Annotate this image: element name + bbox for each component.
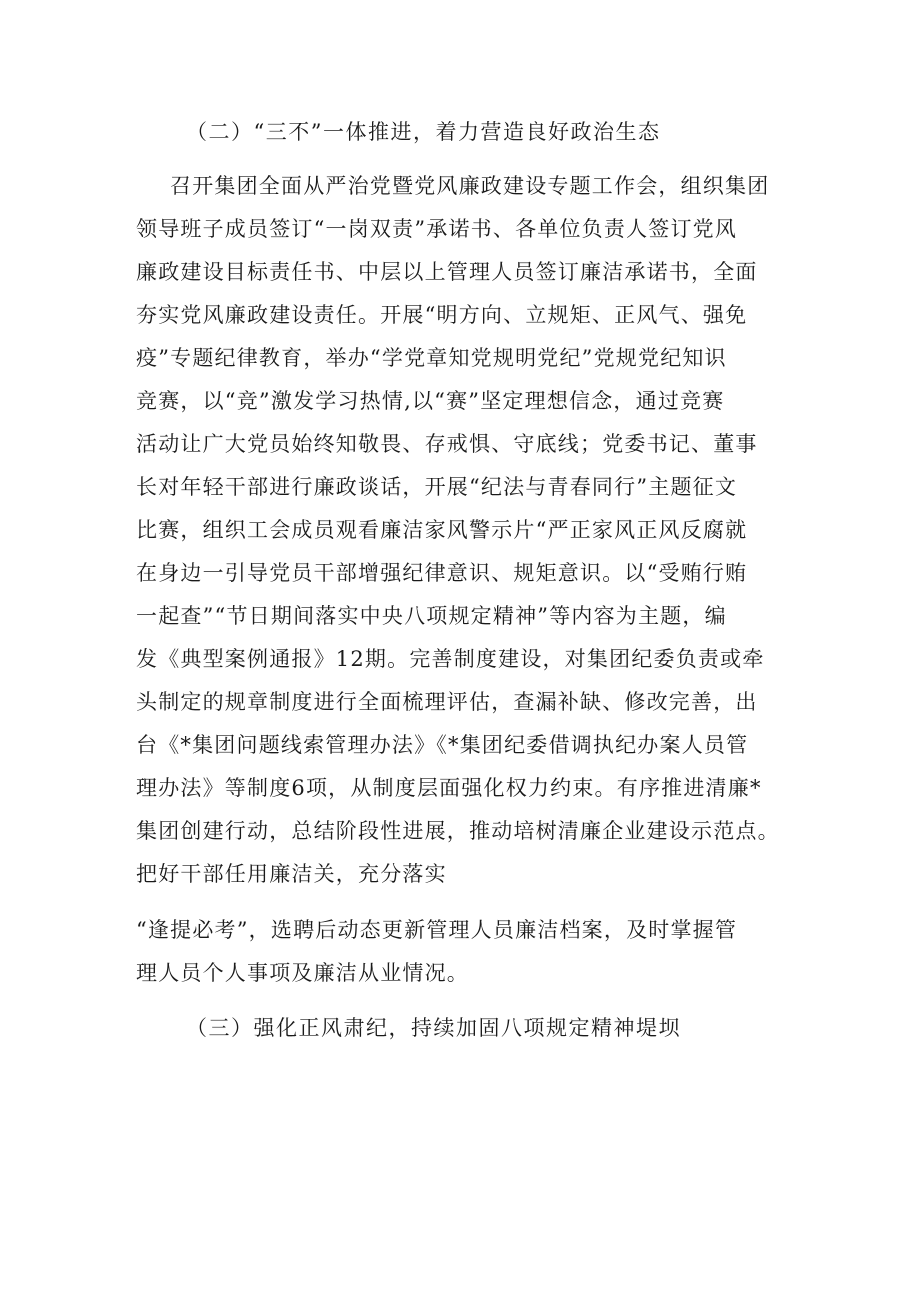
paragraph-line: 一起查”“节日期间落实中央八项规定精神”等内容为主题，编 (136, 604, 727, 628)
paragraph-line: 头制定的规章制度进行全面梳理评估，查漏补缺、修改完善，出 (136, 690, 758, 714)
paragraph-line: 领导班子成员签订“一岗双责”承诺书、各单位负责人签订党风 (136, 217, 738, 241)
paragraph-line: 长对年轻干部进行廉政谈话，开展“纪法与青春同行”主题征文 (136, 475, 738, 499)
paragraph-line: 召开集团全面从严治党暨党风廉政建设专题工作会，组织集团 (170, 174, 770, 198)
paragraph-line: 发《典型案例通报》12期。完善制度建设，对集团纪委负责或牵 (136, 647, 765, 671)
paragraph-line: 疫”专题纪律教育，举办“学党章知党规明党纪”党规党纪知识 (136, 346, 727, 370)
paragraph-line: 把好干部任用廉洁关，充分落实 (136, 862, 447, 886)
paragraph-line: “逢提必考”，选聘后动态更新管理人员廉洁档案，及时掌握管 (136, 918, 738, 942)
paragraph-line: 理办法》等制度6项，从制度层面强化权力约束。有序推进清廉* (136, 776, 762, 800)
paragraph-line: 夯实党风廉政建设责任。开展“明方向、立规矩、正风气、强免 (136, 303, 748, 327)
paragraph-line: 廉政建设目标责任书、中层以上管理人员签订廉洁承诺书，全面 (136, 260, 758, 284)
section-three-heading: （三）强化正风肃纪，持续加固八项规定精神堤坝 (186, 1016, 681, 1040)
paragraph-line: 集团创建行动，总结阶段性进展，推动培树清廉企业建设示范点。 (136, 819, 780, 843)
section-two-heading: （二）“三不”一体推进，着力营造良好政治生态 (186, 120, 661, 144)
paragraph-line: 台《*集团问题线索管理办法》《*集团纪委借调执纪办案人员管 (136, 733, 749, 757)
paragraph-line: 在身边一引导党员干部增强纪律意识、规矩意识。以“受贿行贿 (136, 561, 748, 585)
paragraph-line: 比赛，组织工会成员观看廉洁家风警示片“严正家风正风反腐就 (136, 518, 748, 542)
paragraph-line: 活动让广大党员始终知敬畏、存戒惧、守底线；党委书记、董事 (136, 432, 758, 456)
paragraph-line: 理人员个人事项及廉洁从业情况。 (136, 961, 469, 985)
paragraph-line: 竞赛，以“竞”激发学习热情,以“赛”坚定理想信念，通过竞赛 (136, 389, 725, 413)
